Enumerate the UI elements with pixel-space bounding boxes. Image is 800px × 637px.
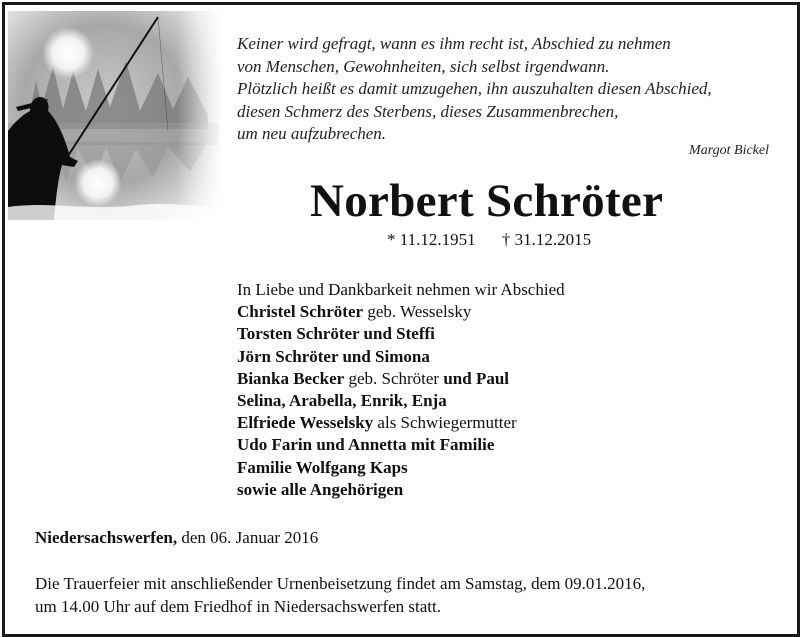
mourner-row — [237, 346, 565, 368]
mourner-note: als Schwiegermutter — [373, 413, 517, 433]
date: den 06. Januar 2016 — [177, 528, 319, 547]
mourner-note: geb. Wesselsky — [363, 302, 472, 322]
mourner-row — [237, 412, 565, 434]
poem-line: um neu aufzubrechen. — [237, 124, 387, 144]
mourner-row — [237, 479, 565, 501]
mourners-intro: In Liebe und Dankbarkeit nehmen wir Abschied — [237, 280, 565, 299]
death-date: † 31.12.2015 — [501, 230, 592, 249]
life-dates — [387, 230, 591, 250]
mourner-name: Jörn Schröter und Simona — [237, 346, 430, 366]
mourner-name: Bianka Becker — [237, 368, 345, 388]
mourner-row — [237, 390, 565, 412]
mourner-name: Udo Farin und Annetta mit Familie — [237, 435, 495, 455]
birth-date: * 11.12.1951 — [387, 230, 476, 249]
poem-line: diesen Schmerz des Sterbens, dieses Zusammenbrechen, — [237, 101, 619, 121]
service-line: Die Trauerfeier mit anschließender Urnenbeisetzung findet am Samstag, dem 09.01.2016, — [35, 574, 646, 593]
service-line: um 14.00 Uhr auf dem Friedhof in Niedersachswerfen statt. — [35, 596, 441, 616]
mourner-row — [237, 301, 565, 323]
poem-line: Plötzlich heißt es damit umzugehen, ihn auszuhalten diesen Abschied, — [237, 79, 712, 99]
mourner-name: Torsten Schröter und Steffi — [237, 324, 435, 344]
mourner-row — [237, 434, 565, 456]
poem-line: von Menschen, Gewohnheiten, sich selbst irgendwann. — [237, 56, 610, 76]
notice-frame — [2, 2, 800, 637]
place: Niedersachswerfen, — [35, 528, 178, 547]
mourner-row — [237, 368, 565, 390]
mourner-name: Selina, Arabella, Enrik, Enja — [237, 391, 447, 411]
mourner-name: Elfriede Wesselsky — [237, 413, 374, 433]
place-date — [35, 528, 318, 548]
mourner-row — [237, 457, 565, 479]
poem-author: Margot Bickel — [689, 143, 769, 158]
mourner-name: Familie Wolfgang Kaps — [237, 457, 408, 477]
mourner-name: Christel Schröter — [237, 302, 364, 322]
mourner-name-extra: und Paul — [443, 368, 510, 388]
poem-line: Keiner wird gefragt, wann es ihm recht ist, Abschied zu nehmen — [237, 34, 671, 53]
mourner-note: geb. Schröter — [344, 368, 444, 388]
mourners-list — [237, 279, 565, 501]
service-info — [35, 573, 645, 618]
deceased-name: Norbert Schröter — [310, 175, 664, 227]
poem — [237, 33, 782, 146]
angler-photo — [8, 11, 220, 220]
mourner-row — [237, 323, 565, 345]
mourner-name: sowie alle Angehörigen — [237, 479, 404, 499]
